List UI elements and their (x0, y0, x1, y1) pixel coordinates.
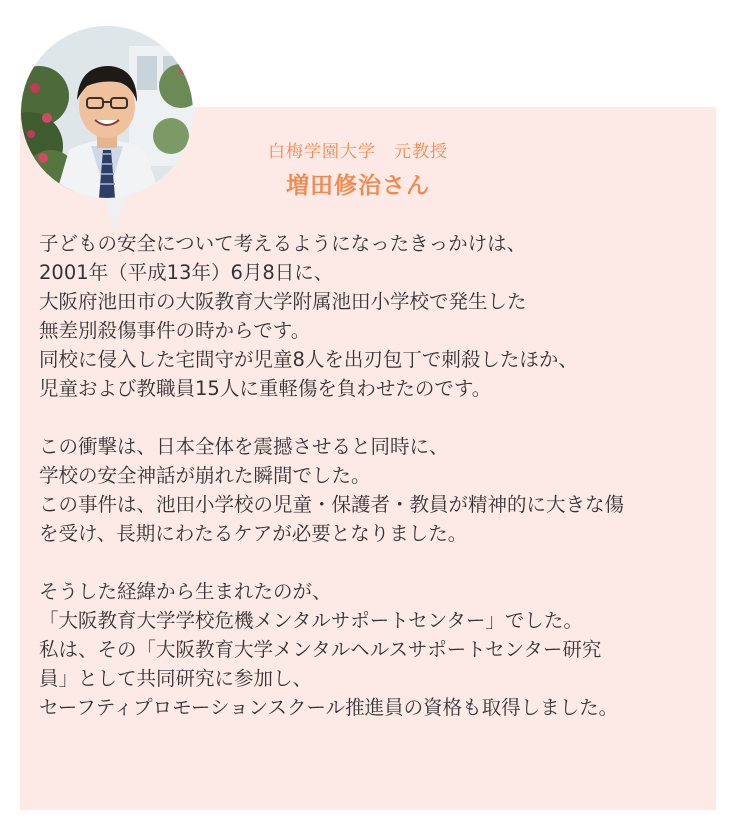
text-line: 子どもの安全について考えるようになったきっかけは、 (39, 232, 527, 255)
text-line: 大阪府池田市の大阪教育大学附属池田小学校で発生した (39, 290, 527, 313)
text-line: 児童および教職員15人に重軽傷を負わせたのです。 (39, 377, 492, 400)
text-line: 私は、その「大阪教育大学メンタルヘルスサポートセンター研究 (39, 638, 602, 661)
portrait-photo (21, 26, 193, 198)
text-line: セーフティプロモーションスクール推進員の資格も取得しました。 (39, 696, 619, 719)
text-line: この事件は、池田小学校の児童・保護者・教員が精神的に大きな傷 (39, 493, 625, 516)
text-line: 員」として共同研究に参加し、 (39, 667, 313, 690)
text-line: 「大阪教育大学学校危機メンタルサポートセンター」でした。 (39, 609, 583, 632)
text-line: この衝撃は、日本全体を震撼させると同時に、 (39, 435, 449, 458)
affiliation-text: 白梅学園大学 元教授 (268, 142, 448, 162)
text-line: 2001年（平成13年）6月8日に、 (39, 261, 334, 284)
portrait-illustration (21, 26, 193, 198)
text-line: を受け、長期にわたるケアが必要となりました。 (39, 522, 468, 545)
text-line: 無差別殺傷事件の時からです。 (39, 319, 311, 342)
text-line: そうした経緯から生まれたのが、 (39, 580, 332, 603)
paragraph (39, 432, 705, 548)
body-text (39, 229, 705, 722)
text-line: 同校に侵入した宅間守が児童8人を出刃包丁で刺殺したほか、 (39, 348, 578, 371)
profile-heading (228, 140, 488, 202)
paragraph (39, 577, 705, 722)
person-name: 増田修治さん (286, 173, 430, 199)
portrait-bubble (21, 26, 193, 236)
paragraph (39, 229, 705, 403)
text-line: 学校の安全神話が崩れた瞬間でした。 (39, 464, 371, 487)
